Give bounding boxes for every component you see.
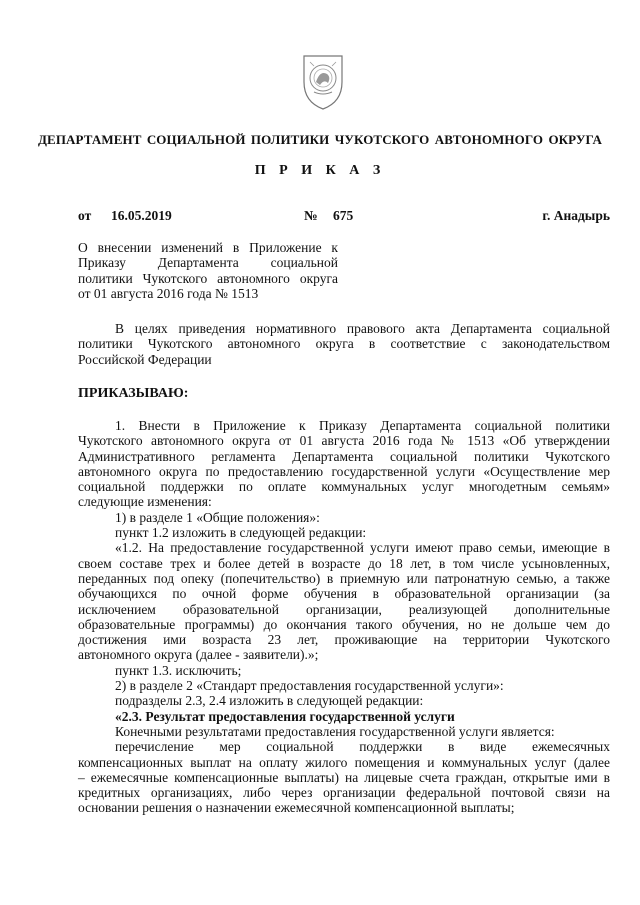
document-number: 675 [333, 208, 354, 223]
subject-line: от 01 августа 2016 года № 1513 [78, 285, 259, 301]
text-line: кредитных организациях, либо через организации федеральной почтовой связи на [78, 785, 610, 801]
document-date: 16.05.2019 [111, 208, 172, 223]
subject-line: Приказу Департамента социальной [78, 255, 338, 271]
text-line: компенсационных выплат на оплату жилого помещения и коммунальных услуг (далее [78, 754, 610, 770]
text-line: – ежемесячные компенсационные выплаты) на лицевые счета граждан, открытые ими в [78, 769, 610, 785]
text-line: пункт 1.3. исключить; [115, 662, 242, 678]
text-line: 2) в разделе 2 «Стандарт предоставления государственной услуги»: [115, 678, 504, 694]
text-line: 1. Внести в Приложение к Приказу Департамента социальной политики [115, 418, 610, 433]
document-type: П Р И К А З [254, 163, 386, 178]
department-name: ДЕПАРТАМЕНТ СОЦИАЛЬНОЙ ПОЛИТИКИ ЧУКОТСКОГО АВТОНОМНОГО ОКРУГА [38, 132, 602, 147]
from-label: от [78, 208, 92, 223]
intro-paragraph [78, 321, 610, 367]
document-subject [78, 240, 338, 301]
order-heading: ПРИКАЗЫВАЮ: [78, 386, 189, 401]
text-line: социальной поддержки по оплате коммунальных услуг многодетным семьям» [78, 479, 610, 495]
text-line: образовательные программы) до окончания такого обучения, но не дольше чем до [78, 616, 610, 632]
number-label: № [304, 208, 318, 223]
text-line: следующие изменения: [78, 494, 212, 510]
section-heading: «2.3. Результат предоставления государственной услуги [115, 708, 455, 724]
text-line: Российской Федерации [78, 351, 212, 367]
subject-line: О внесении изменений в Приложение к [78, 240, 338, 255]
text-line: обучающихся по очной форме обучения в образовательной организации (за [78, 586, 610, 602]
text-line: достижения ими возраста 23 лет, проживающие на территории Чукотского [78, 632, 610, 648]
text-line: политики Чукотского автономного округа в соответствие с законодательством [78, 336, 610, 352]
text-line: основании решения о назначении ежемесячной компенсационной выплаты; [78, 800, 515, 816]
text-line: подразделы 2.3, 2.4 изложить в следующей редакции: [115, 693, 424, 709]
text-line: автономного округа по предоставлению государственной услуги «Осуществление мер [78, 463, 610, 479]
text-line: исключением образовательной организации, реализующей дополнительные [78, 601, 610, 617]
text-line: Административного регламента Департамента социальной политики Чукотского [78, 448, 610, 464]
document-meta [78, 208, 610, 226]
text-line: В целях приведения нормативного правового акта Департамента социальной [115, 321, 610, 336]
text-line: Чукотского автономного округа от 01 августа 2016 года № 1513 «Об утверждении [78, 433, 610, 449]
subject-line: политики Чукотского автономного округа [78, 270, 338, 286]
text-line: пункт 1.2 изложить в следующей редакции: [115, 525, 367, 541]
coat-of-arms-icon [300, 52, 346, 112]
order-body [78, 418, 610, 816]
document-city: г. Анадырь [542, 208, 610, 223]
text-line: автономного округа (далее - заявители).»; [78, 647, 319, 663]
text-line: «1.2. На предоставление государственной услуги имеют право семьи, имеющие в [115, 540, 610, 556]
text-line: переданных под опеку (попечительство) в приемную или патронатную семью, а также [78, 570, 610, 586]
text-line: Конечными результатами предоставления государственной услуги является: [115, 723, 555, 739]
text-line: перечисление мер социальной поддержки в виде ежемесячных [115, 739, 610, 755]
text-line: своем составе трех и более детей в возрасте до 18 лет, в том числе усыновленных, [78, 555, 610, 571]
text-line: 1) в разделе 1 «Общие положения»: [115, 509, 320, 525]
